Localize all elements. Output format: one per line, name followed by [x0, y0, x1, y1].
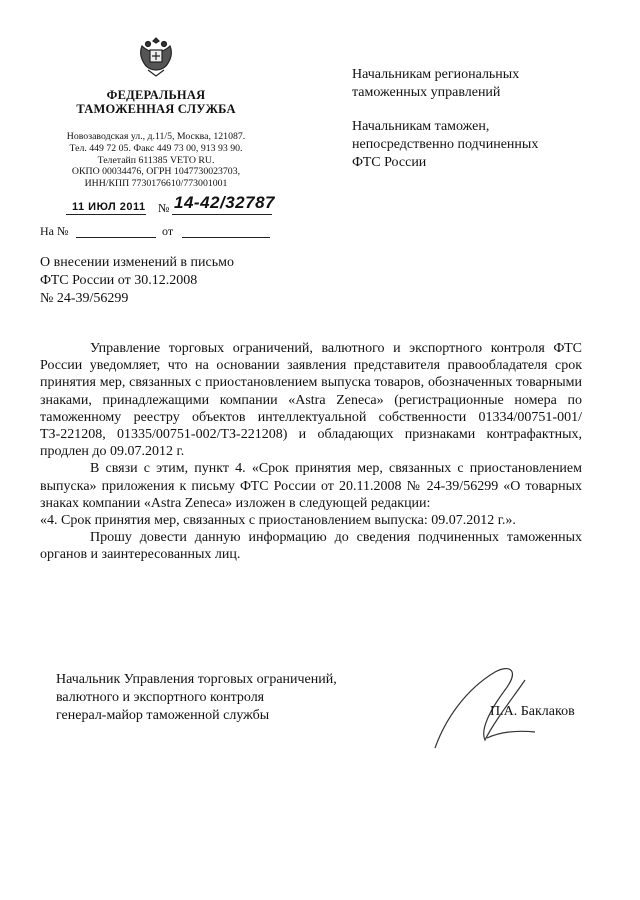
letter-body: [40, 340, 582, 564]
body-paragraph: В связи с этим, пункт 4. «Срок принятия мер, связанных с приостановлением выпуска» приложения к письму ФТС России от 20.11.2008 № 24-39/56299 «О товарных знаках компании «Astra Zeneca» изложен в следующей редакции:: [40, 461, 582, 511]
body-paragraph: Управление торговых ограничений, валютного и экспортного контроля ФТС России уведомляет, что на основании заявления представителя правообладателя срок принятия мер, связанных с приостановлением выпуска товаров, обозначенных товарными знаками, принадлежащими компании «Astra Zeneca» (регистрационные номера по таможенному реестру объектов интеллектуальной собственности 01334/00751-001/ТЗ-221208, 01335/00751-002/ТЗ-221208) и обладающих признаками контрафактных, продлен до 09.07.2012 г.: [40, 341, 582, 460]
addressee-line: Начальникам региональных: [352, 67, 520, 82]
org-name-line1: ФЕДЕРАЛЬНАЯ: [106, 88, 206, 102]
address-line: ИНН/КПП 7730176610/773001001: [84, 178, 228, 189]
address-line: ОКПО 00034476, ОГРН 1047730023703,: [71, 166, 241, 177]
subject-line: № 24-39/56299: [40, 291, 129, 306]
addressee-line: непосредственно подчиненных: [352, 137, 539, 152]
address-line: Тел. 449 72 05. Факс 449 73 00, 913 93 90.: [69, 143, 243, 154]
number-label: №: [158, 201, 170, 215]
date-underline: [66, 214, 146, 215]
signatory-title-line: валютного и экспортного контроля: [56, 690, 265, 705]
body-paragraph: «4. Срок принятия мер, связанных с приостановлением выпуска: 09.07.2012 г.».: [40, 513, 516, 529]
addressee-line: Начальникам таможен,: [352, 119, 490, 134]
registration-number: 14-42/32787: [174, 193, 275, 212]
reply-date-label: от: [162, 224, 174, 238]
addressee-line: ФТС России: [352, 155, 427, 170]
number-underline: [172, 214, 272, 215]
signatory-title-line: генерал-майор таможенной службы: [56, 708, 270, 723]
subject-line: ФТС России от 30.12.2008: [40, 273, 198, 288]
reply-to-number-label: На №: [40, 224, 69, 238]
address-line: Новозаводская ул., д.11/5, Москва, 121087.: [66, 131, 246, 142]
reply-date-blank: [182, 237, 270, 238]
address-line: Телетайп 611385 VETO RU.: [97, 155, 215, 166]
reply-number-blank: [76, 237, 156, 238]
body-paragraph: Прошу довести данную информацию до сведения подчиненных таможенных органов и заинтересованных лиц.: [40, 530, 582, 563]
addressee-line: таможенных управлений: [352, 85, 501, 100]
subject-line: О внесении изменений в письмо: [40, 255, 234, 270]
signatory-name: П.А. Баклаков: [490, 704, 575, 719]
org-name-line2: ТАМОЖЕННАЯ СЛУЖБА: [76, 102, 236, 116]
signatory-title-line: Начальник Управления торговых ограничений,: [56, 672, 337, 687]
letter-date-stamp: 11 ИЮЛ 2011: [72, 201, 146, 213]
coat-of-arms-icon: [134, 32, 178, 80]
